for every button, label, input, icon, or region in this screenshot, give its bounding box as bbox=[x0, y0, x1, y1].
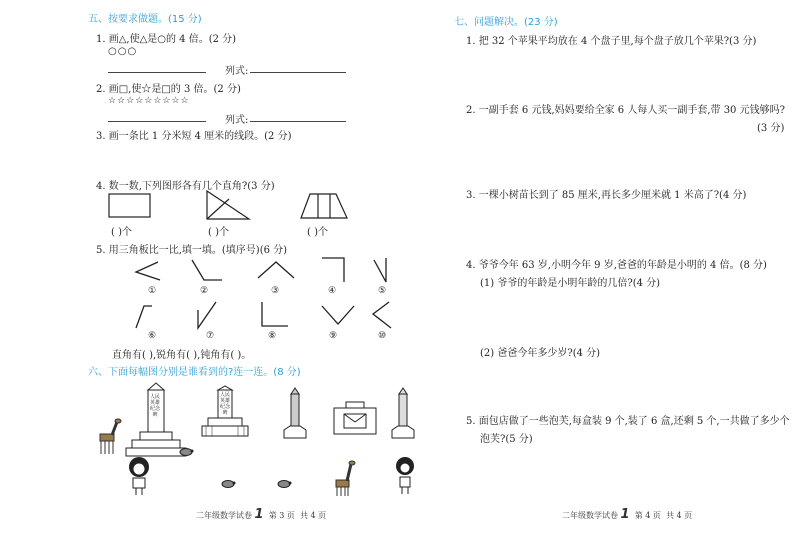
answer-line bbox=[108, 121, 206, 122]
problem-5-cont: 泡芙?(5 分) bbox=[480, 434, 533, 445]
question-5: 5. 用三角板比一比,填一填。(填序号)(6 分) bbox=[96, 245, 288, 256]
question-4: 4. 数一数,下列图形各有几个直角?(3 分) bbox=[96, 181, 275, 192]
giraffe-figure bbox=[332, 458, 356, 498]
footer-total: 共 4 页 bbox=[299, 511, 327, 520]
stars-row: ☆☆☆☆☆☆☆☆☆ bbox=[108, 96, 190, 106]
angle-number: ⑧ bbox=[268, 331, 277, 341]
question-3: 3. 画一条比 1 分米短 4 厘米的线段。(2 分) bbox=[96, 131, 292, 142]
problem-2-score: (3 分) bbox=[757, 123, 785, 134]
angle-number: ⑩ bbox=[378, 331, 387, 341]
angle-10 bbox=[371, 300, 395, 330]
footer-name: 二年级数学试卷 bbox=[562, 511, 618, 520]
footer-total: 共 4 页 bbox=[665, 511, 693, 520]
problem-4: 4. 爷爷今年 63 岁,小明今年 9 岁,爸爸的年龄是小明的 4 倍。(8 分) bbox=[466, 260, 767, 271]
formula-label: 列式: bbox=[225, 115, 249, 126]
formula-line bbox=[250, 72, 346, 73]
view-monument-side bbox=[282, 388, 308, 440]
angle-2 bbox=[190, 258, 224, 284]
formula-line bbox=[250, 121, 346, 122]
rectangle-figure bbox=[108, 193, 152, 219]
problem-2: 2. 一副手套 6 元钱,妈妈要给全家 6 人每人买一副手套,带 30 元钱够吗? bbox=[466, 105, 785, 116]
kid-figure bbox=[392, 456, 418, 496]
problem-4-part-1: (1) 爷爷的年龄是小明年龄的几倍?(4 分) bbox=[480, 278, 661, 289]
blank-count: ( )个 bbox=[208, 227, 229, 238]
angle-number: ⑨ bbox=[329, 331, 338, 341]
footer-page: 第 4 页 bbox=[634, 511, 661, 520]
view-monument-top bbox=[332, 402, 378, 436]
section7-title: 七、问题解决。(23 分) bbox=[454, 17, 558, 28]
angle-number: ⑤ bbox=[378, 286, 387, 296]
angle-number: ⑥ bbox=[148, 331, 157, 341]
problem-1: 1. 把 32 个苹果平均放在 4 个盘子里,每个盘子放几个苹果?(3 分) bbox=[466, 36, 757, 47]
monument-inscription: 人民英雄纪念碑 bbox=[149, 394, 160, 418]
angle-4 bbox=[320, 256, 350, 286]
turtle-icon bbox=[220, 478, 238, 488]
angle-number: ⑦ bbox=[206, 331, 215, 341]
angle-9 bbox=[320, 302, 356, 326]
angle-6 bbox=[134, 302, 154, 330]
question-1: 1. 画△,使△是○的 4 倍。(2 分) bbox=[96, 34, 237, 45]
section6-title: 六、下面每幅图分别是谁看到的?连一连。(8 分) bbox=[88, 367, 301, 378]
trapezoid-figure bbox=[300, 193, 350, 221]
turtle-icon bbox=[178, 446, 194, 456]
footer-left bbox=[196, 507, 326, 522]
angle-3 bbox=[256, 258, 296, 282]
angle-5 bbox=[372, 256, 392, 286]
problem-3: 3. 一棵小树苗长到了 85 厘米,再长多少厘米就 1 米高了?(4 分) bbox=[466, 190, 747, 201]
angle-number: ④ bbox=[328, 286, 337, 296]
circles-row: ○○○ bbox=[108, 46, 138, 57]
view-monument-back bbox=[390, 388, 416, 440]
footer-page: 第 3 页 bbox=[268, 511, 295, 520]
monument-inscription: 人民英雄纪念碑 bbox=[220, 392, 231, 416]
footer-right bbox=[562, 507, 692, 522]
triangle-figure bbox=[203, 189, 253, 221]
angle-1 bbox=[134, 258, 164, 284]
angle-number: ② bbox=[200, 286, 209, 296]
kid-figure bbox=[124, 456, 154, 496]
problem-5: 5. 面包店做了一些泡芙,每盒装 9 个,装了 6 盒,还剩 5 个,一共做了多少个 bbox=[466, 416, 790, 427]
footer-name: 二年级数学试卷 bbox=[196, 511, 252, 520]
angle-number: ① bbox=[148, 286, 157, 296]
angle-7 bbox=[196, 300, 220, 330]
blank-count: ( )个 bbox=[111, 227, 132, 238]
angle-fill-line: 直角有( ),锐角有( ),钝角有( )。 bbox=[112, 350, 252, 361]
section5-title: 五、按要求做题。(15 分) bbox=[88, 14, 202, 25]
angle-8 bbox=[260, 300, 290, 330]
blank-count: ( )个 bbox=[307, 227, 328, 238]
footer-num: 1 bbox=[620, 507, 630, 522]
angle-number: ③ bbox=[271, 286, 280, 296]
answer-line bbox=[108, 72, 206, 73]
problem-4-part-2: (2) 爸爸今年多少岁?(4 分) bbox=[480, 348, 601, 359]
formula-label: 列式: bbox=[225, 66, 249, 77]
question-2: 2. 画□,使☆是□的 3 倍。(2 分) bbox=[96, 84, 241, 95]
footer-num: 1 bbox=[254, 507, 264, 522]
turtle-icon bbox=[276, 478, 294, 488]
